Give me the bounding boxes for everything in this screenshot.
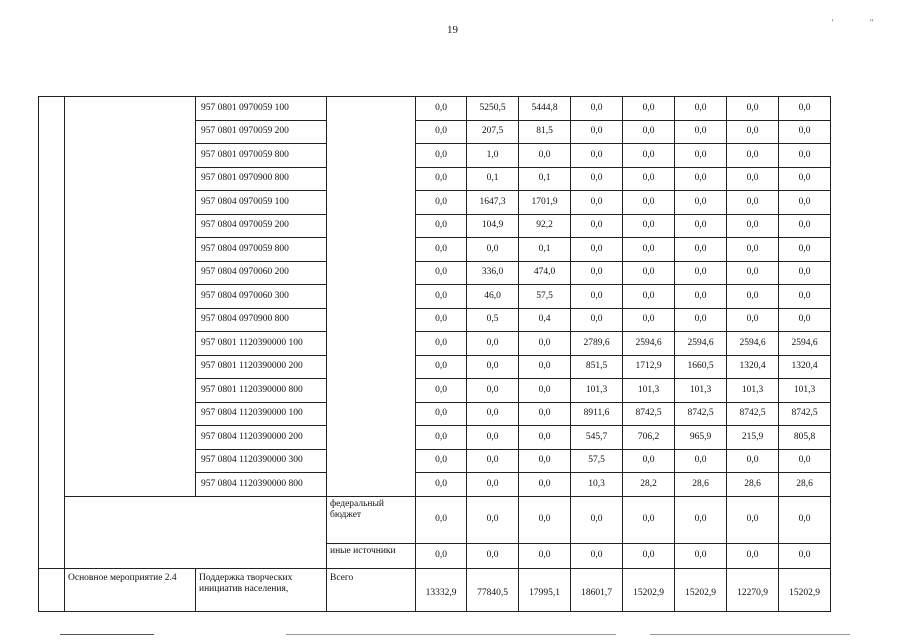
value-cell: 0,0 bbox=[675, 261, 727, 285]
value-cell: 8742,5 bbox=[675, 402, 727, 426]
value-cell: 0,0 bbox=[779, 238, 831, 262]
value-cell: 101,3 bbox=[571, 379, 623, 403]
table-row-activity bbox=[39, 569, 831, 612]
budget-code-cell: 957 0801 1120390000 200 bbox=[196, 355, 327, 379]
page-number: 19 bbox=[447, 24, 458, 36]
value-cell: 0,0 bbox=[416, 379, 467, 403]
value-cell: 0,0 bbox=[467, 473, 519, 497]
value-cell: 0,0 bbox=[779, 120, 831, 144]
value-cell: 0,1 bbox=[519, 238, 571, 262]
value-cell: 0,0 bbox=[623, 261, 675, 285]
activity-name-cell bbox=[65, 97, 196, 497]
value-cell: 805,8 bbox=[779, 426, 831, 450]
value-cell: 8742,5 bbox=[623, 402, 675, 426]
value-cell: 92,2 bbox=[519, 214, 571, 238]
value-cell: 5444,8 bbox=[519, 97, 571, 121]
value-cell: 706,2 bbox=[623, 426, 675, 450]
value-cell: 0,0 bbox=[416, 543, 467, 569]
scan-mark: ' bbox=[832, 18, 834, 27]
value-cell: 0,0 bbox=[727, 214, 779, 238]
value-cell: 0,0 bbox=[727, 543, 779, 569]
value-cell: 8742,5 bbox=[779, 402, 831, 426]
value-cell: 0,1 bbox=[519, 167, 571, 191]
value-cell: 0,0 bbox=[623, 144, 675, 168]
value-cell: 0,0 bbox=[416, 261, 467, 285]
budget-table bbox=[38, 96, 831, 612]
value-cell: 8742,5 bbox=[727, 402, 779, 426]
value-cell: 101,3 bbox=[727, 379, 779, 403]
value-cell: 0,0 bbox=[519, 355, 571, 379]
value-cell: 0,0 bbox=[571, 167, 623, 191]
value-cell: 0,0 bbox=[727, 167, 779, 191]
budget-code-cell: 957 0801 1120390000 100 bbox=[196, 332, 327, 356]
value-cell: 0,0 bbox=[519, 543, 571, 569]
budget-code-cell: 957 0804 0970059 800 bbox=[196, 238, 327, 262]
value-cell: 0,0 bbox=[779, 214, 831, 238]
value-cell: 1647,3 bbox=[467, 191, 519, 215]
value-cell: 0,0 bbox=[571, 496, 623, 543]
value-cell: 0,0 bbox=[467, 543, 519, 569]
value-cell: 0,0 bbox=[779, 167, 831, 191]
value-cell: 0,0 bbox=[779, 261, 831, 285]
value-cell: 18601,7 bbox=[571, 569, 623, 612]
scan-mark: " bbox=[870, 18, 874, 27]
source-label-cell: федеральный бюджет bbox=[327, 496, 416, 543]
value-cell: 0,0 bbox=[571, 261, 623, 285]
value-cell: 0,0 bbox=[571, 214, 623, 238]
budget-code-cell: 957 0804 1120390000 200 bbox=[196, 426, 327, 450]
value-cell: 0,0 bbox=[416, 355, 467, 379]
value-cell: 0,0 bbox=[416, 496, 467, 543]
value-cell: 0,0 bbox=[571, 238, 623, 262]
value-cell: 0,0 bbox=[519, 379, 571, 403]
value-cell: 0,0 bbox=[675, 120, 727, 144]
value-cell: 0,0 bbox=[675, 167, 727, 191]
empty-cell bbox=[65, 496, 327, 569]
value-cell: 1712,9 bbox=[623, 355, 675, 379]
value-cell: 101,3 bbox=[675, 379, 727, 403]
footer-rule bbox=[650, 634, 850, 635]
budget-code-cell: 957 0801 0970900 800 bbox=[196, 167, 327, 191]
value-cell: 0,0 bbox=[416, 308, 467, 332]
value-cell: 57,5 bbox=[519, 285, 571, 309]
value-cell: 1320,4 bbox=[779, 355, 831, 379]
value-cell: 0,0 bbox=[519, 144, 571, 168]
value-cell: 1660,5 bbox=[675, 355, 727, 379]
value-cell: 0,0 bbox=[467, 238, 519, 262]
value-cell: 0,0 bbox=[571, 97, 623, 121]
footer-rule bbox=[286, 634, 616, 635]
value-cell: 1701,9 bbox=[519, 191, 571, 215]
value-cell: 0,0 bbox=[779, 308, 831, 332]
value-cell: 15202,9 bbox=[623, 569, 675, 612]
value-cell: 0,0 bbox=[416, 449, 467, 473]
budget-code-cell: 957 0804 1120390000 100 bbox=[196, 402, 327, 426]
value-cell: 474,0 bbox=[519, 261, 571, 285]
value-cell: 0,0 bbox=[675, 496, 727, 543]
value-cell: 0,0 bbox=[779, 285, 831, 309]
value-cell: 2594,6 bbox=[623, 332, 675, 356]
source-cell bbox=[327, 97, 416, 497]
value-cell: 0,0 bbox=[727, 97, 779, 121]
value-cell: 13332,9 bbox=[416, 569, 467, 612]
value-cell: 0,0 bbox=[416, 332, 467, 356]
value-cell: 0,0 bbox=[571, 285, 623, 309]
value-cell: 0,0 bbox=[467, 402, 519, 426]
value-cell: 0,0 bbox=[727, 285, 779, 309]
value-cell: 0,0 bbox=[779, 97, 831, 121]
value-cell: 0,0 bbox=[779, 449, 831, 473]
value-cell: 81,5 bbox=[519, 120, 571, 144]
value-cell: 0,0 bbox=[571, 144, 623, 168]
value-cell: 0,0 bbox=[623, 97, 675, 121]
value-cell: 0,0 bbox=[623, 496, 675, 543]
value-cell: 28,6 bbox=[779, 473, 831, 497]
value-cell: 28,2 bbox=[623, 473, 675, 497]
value-cell: 0,0 bbox=[779, 144, 831, 168]
value-cell: 0,0 bbox=[623, 238, 675, 262]
value-cell: 0,0 bbox=[675, 238, 727, 262]
source-label-cell: Всего bbox=[327, 569, 416, 612]
value-cell: 0,4 bbox=[519, 308, 571, 332]
value-cell: 0,0 bbox=[571, 308, 623, 332]
footer-rule bbox=[60, 634, 154, 635]
budget-code-cell: 957 0804 1120390000 800 bbox=[196, 473, 327, 497]
value-cell: 0,5 bbox=[467, 308, 519, 332]
value-cell: 2594,6 bbox=[727, 332, 779, 356]
budget-code-cell: 957 0804 0970060 300 bbox=[196, 285, 327, 309]
value-cell: 8911,6 bbox=[571, 402, 623, 426]
value-cell: 215,9 bbox=[727, 426, 779, 450]
budget-code-cell: 957 0801 0970059 100 bbox=[196, 97, 327, 121]
value-cell: 0,0 bbox=[519, 449, 571, 473]
value-cell: 0,0 bbox=[416, 238, 467, 262]
value-cell: 0,0 bbox=[623, 308, 675, 332]
value-cell: 0,0 bbox=[727, 308, 779, 332]
value-cell: 2789,6 bbox=[571, 332, 623, 356]
value-cell: 0,0 bbox=[416, 214, 467, 238]
value-cell: 57,5 bbox=[571, 449, 623, 473]
row-number-cell bbox=[39, 97, 65, 569]
value-cell: 0,0 bbox=[623, 191, 675, 215]
value-cell: 0,0 bbox=[519, 402, 571, 426]
value-cell: 0,0 bbox=[519, 496, 571, 543]
value-cell: 0,0 bbox=[519, 426, 571, 450]
table-row-federal bbox=[39, 496, 831, 543]
value-cell: 28,6 bbox=[675, 473, 727, 497]
activity-description-cell: Поддержка творческих инициатив населения, bbox=[196, 569, 327, 612]
value-cell: 0,0 bbox=[675, 285, 727, 309]
value-cell: 0,0 bbox=[675, 308, 727, 332]
value-cell: 101,3 bbox=[779, 379, 831, 403]
value-cell: 0,0 bbox=[623, 120, 675, 144]
table-body bbox=[39, 97, 831, 612]
value-cell: 15202,9 bbox=[675, 569, 727, 612]
value-cell: 851,5 bbox=[571, 355, 623, 379]
value-cell: 0,0 bbox=[727, 449, 779, 473]
value-cell: 0,0 bbox=[467, 355, 519, 379]
value-cell: 207,5 bbox=[467, 120, 519, 144]
value-cell: 104,9 bbox=[467, 214, 519, 238]
budget-code-cell: 957 0801 0970059 200 bbox=[196, 120, 327, 144]
budget-code-cell: 957 0801 1120390000 800 bbox=[196, 379, 327, 403]
value-cell: 0,0 bbox=[467, 379, 519, 403]
value-cell: 0,0 bbox=[519, 473, 571, 497]
value-cell: 10,3 bbox=[571, 473, 623, 497]
value-cell: 0,0 bbox=[416, 191, 467, 215]
value-cell: 28,6 bbox=[727, 473, 779, 497]
value-cell: 0,0 bbox=[675, 144, 727, 168]
value-cell: 0,0 bbox=[467, 496, 519, 543]
budget-table-wrapper bbox=[38, 96, 831, 612]
value-cell: 0,0 bbox=[675, 191, 727, 215]
value-cell: 17995,1 bbox=[519, 569, 571, 612]
value-cell: 0,0 bbox=[727, 238, 779, 262]
value-cell: 101,3 bbox=[623, 379, 675, 403]
value-cell: 0,0 bbox=[675, 449, 727, 473]
value-cell: 0,0 bbox=[416, 97, 467, 121]
value-cell: 5250,5 bbox=[467, 97, 519, 121]
value-cell: 0,0 bbox=[416, 473, 467, 497]
value-cell: 0,0 bbox=[467, 449, 519, 473]
row-number-cell bbox=[39, 569, 65, 612]
value-cell: 0,0 bbox=[416, 167, 467, 191]
budget-code-cell: 957 0804 0970900 800 bbox=[196, 308, 327, 332]
budget-code-cell: 957 0801 0970059 800 bbox=[196, 144, 327, 168]
value-cell: 0,0 bbox=[727, 261, 779, 285]
value-cell: 0,0 bbox=[727, 144, 779, 168]
value-cell: 0,0 bbox=[571, 191, 623, 215]
value-cell: 15202,9 bbox=[779, 569, 831, 612]
source-label-cell: иные источники bbox=[327, 543, 416, 569]
value-cell: 0,0 bbox=[623, 449, 675, 473]
value-cell: 0,0 bbox=[727, 191, 779, 215]
activity-name-cell: Основное мероприятие 2.4 bbox=[65, 569, 196, 612]
value-cell: 0,0 bbox=[727, 120, 779, 144]
value-cell: 2594,6 bbox=[779, 332, 831, 356]
value-cell: 0,0 bbox=[779, 496, 831, 543]
value-cell: 0,0 bbox=[416, 285, 467, 309]
value-cell: 1320,4 bbox=[727, 355, 779, 379]
value-cell: 0,0 bbox=[416, 144, 467, 168]
value-cell: 0,0 bbox=[675, 97, 727, 121]
value-cell: 0,0 bbox=[571, 543, 623, 569]
value-cell: 0,0 bbox=[727, 496, 779, 543]
value-cell: 0,0 bbox=[623, 285, 675, 309]
value-cell: 12270,9 bbox=[727, 569, 779, 612]
value-cell: 0,0 bbox=[675, 543, 727, 569]
value-cell: 0,0 bbox=[416, 426, 467, 450]
budget-code-cell: 957 0804 0970059 200 bbox=[196, 214, 327, 238]
value-cell: 46,0 bbox=[467, 285, 519, 309]
value-cell: 2594,6 bbox=[675, 332, 727, 356]
value-cell: 545,7 bbox=[571, 426, 623, 450]
value-cell: 0,0 bbox=[623, 543, 675, 569]
value-cell: 0,0 bbox=[675, 214, 727, 238]
value-cell: 0,0 bbox=[467, 332, 519, 356]
value-cell: 0,1 bbox=[467, 167, 519, 191]
value-cell: 0,0 bbox=[623, 214, 675, 238]
value-cell: 0,0 bbox=[779, 543, 831, 569]
value-cell: 1,0 bbox=[467, 144, 519, 168]
table-row bbox=[39, 97, 831, 121]
value-cell: 77840,5 bbox=[467, 569, 519, 612]
value-cell: 0,0 bbox=[571, 120, 623, 144]
value-cell: 0,0 bbox=[623, 167, 675, 191]
value-cell: 336,0 bbox=[467, 261, 519, 285]
budget-code-cell: 957 0804 1120390000 300 bbox=[196, 449, 327, 473]
value-cell: 0,0 bbox=[779, 191, 831, 215]
value-cell: 0,0 bbox=[416, 402, 467, 426]
value-cell: 0,0 bbox=[416, 120, 467, 144]
budget-code-cell: 957 0804 0970060 200 bbox=[196, 261, 327, 285]
budget-code-cell: 957 0804 0970059 100 bbox=[196, 191, 327, 215]
value-cell: 0,0 bbox=[519, 332, 571, 356]
value-cell: 0,0 bbox=[467, 426, 519, 450]
value-cell: 965,9 bbox=[675, 426, 727, 450]
